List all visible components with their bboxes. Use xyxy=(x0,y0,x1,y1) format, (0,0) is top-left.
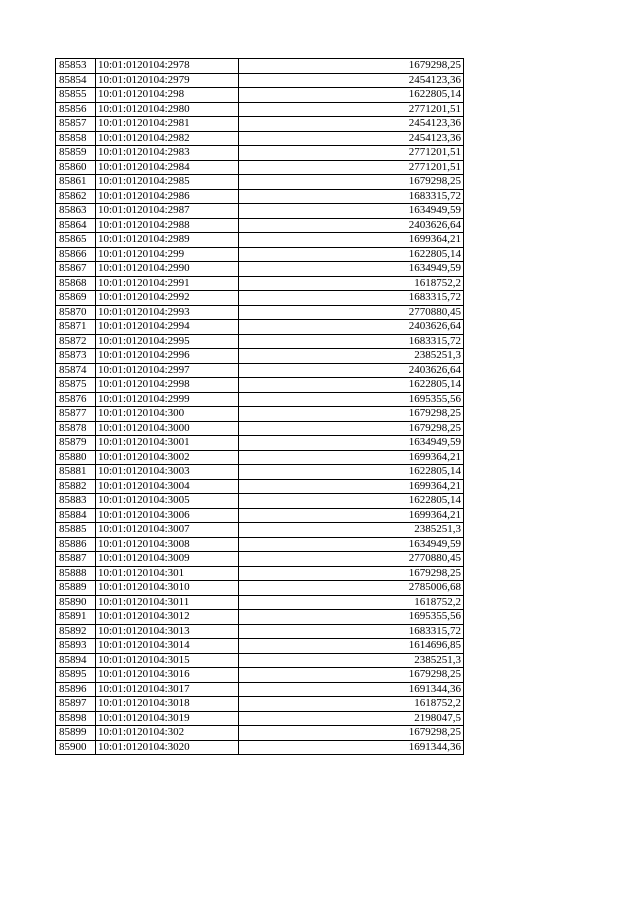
table-row xyxy=(56,363,464,378)
cadastral-number-cell: 10:01:0120104:3015 xyxy=(96,653,239,668)
row-number-cell: 85871 xyxy=(56,320,96,335)
cadastral-number-cell: 10:01:0120104:2997 xyxy=(96,363,239,378)
table-row xyxy=(56,218,464,233)
value-cell: 2785006,68 xyxy=(239,581,464,596)
cadastral-number-cell: 10:01:0120104:2996 xyxy=(96,349,239,364)
row-number-cell: 85899 xyxy=(56,726,96,741)
cadastral-number-cell: 10:01:0120104:301 xyxy=(96,566,239,581)
table-row xyxy=(56,189,464,204)
table-row xyxy=(56,508,464,523)
table-row xyxy=(56,639,464,654)
row-number-cell: 85890 xyxy=(56,595,96,610)
cadastral-number-cell: 10:01:0120104:3010 xyxy=(96,581,239,596)
cadastral-number-cell: 10:01:0120104:3012 xyxy=(96,610,239,625)
row-number-cell: 85880 xyxy=(56,450,96,465)
value-cell: 1683315,72 xyxy=(239,624,464,639)
table-row xyxy=(56,175,464,190)
value-cell: 1634949,59 xyxy=(239,436,464,451)
cadastral-number-cell: 10:01:0120104:2984 xyxy=(96,160,239,175)
table-row xyxy=(56,682,464,697)
value-cell: 2403626,64 xyxy=(239,363,464,378)
table-row xyxy=(56,465,464,480)
row-number-cell: 85898 xyxy=(56,711,96,726)
row-number-cell: 85885 xyxy=(56,523,96,538)
table-row xyxy=(56,102,464,117)
table-row xyxy=(56,479,464,494)
value-cell: 1618752,2 xyxy=(239,595,464,610)
table-row xyxy=(56,697,464,712)
value-cell: 2454123,36 xyxy=(239,117,464,132)
row-number-cell: 85854 xyxy=(56,73,96,88)
row-number-cell: 85895 xyxy=(56,668,96,683)
value-cell: 1699364,21 xyxy=(239,508,464,523)
value-cell: 2771201,51 xyxy=(239,160,464,175)
cadastral-number-cell: 10:01:0120104:2989 xyxy=(96,233,239,248)
row-number-cell: 85865 xyxy=(56,233,96,248)
table-row xyxy=(56,450,464,465)
row-number-cell: 85892 xyxy=(56,624,96,639)
cadastral-number-cell: 10:01:0120104:3014 xyxy=(96,639,239,654)
table-row xyxy=(56,726,464,741)
row-number-cell: 85881 xyxy=(56,465,96,480)
table-row xyxy=(56,146,464,161)
table-body xyxy=(56,59,464,755)
table-row xyxy=(56,610,464,625)
table-row xyxy=(56,653,464,668)
cadastral-number-cell: 10:01:0120104:2999 xyxy=(96,392,239,407)
table-row xyxy=(56,494,464,509)
cadastral-number-cell: 10:01:0120104:3004 xyxy=(96,479,239,494)
value-cell: 2198047,5 xyxy=(239,711,464,726)
row-number-cell: 85894 xyxy=(56,653,96,668)
table-row xyxy=(56,291,464,306)
cadastral-number-cell: 10:01:0120104:298 xyxy=(96,88,239,103)
cadastral-number-cell: 10:01:0120104:3005 xyxy=(96,494,239,509)
value-cell: 2454123,36 xyxy=(239,131,464,146)
value-cell: 1679298,25 xyxy=(239,668,464,683)
row-number-cell: 85872 xyxy=(56,334,96,349)
table-row xyxy=(56,305,464,320)
table-row xyxy=(56,276,464,291)
value-cell: 1634949,59 xyxy=(239,537,464,552)
row-number-cell: 85870 xyxy=(56,305,96,320)
row-number-cell: 85879 xyxy=(56,436,96,451)
cadastral-number-cell: 10:01:0120104:3003 xyxy=(96,465,239,480)
value-cell: 2385251,3 xyxy=(239,653,464,668)
value-cell: 1622805,14 xyxy=(239,465,464,480)
row-number-cell: 85860 xyxy=(56,160,96,175)
cadastral-number-cell: 10:01:0120104:2998 xyxy=(96,378,239,393)
value-cell: 1618752,2 xyxy=(239,697,464,712)
table-row xyxy=(56,73,464,88)
value-cell: 1679298,25 xyxy=(239,407,464,422)
value-cell: 1618752,2 xyxy=(239,276,464,291)
row-number-cell: 85884 xyxy=(56,508,96,523)
row-number-cell: 85856 xyxy=(56,102,96,117)
row-number-cell: 85861 xyxy=(56,175,96,190)
cadastral-number-cell: 10:01:0120104:3018 xyxy=(96,697,239,712)
value-cell: 1679298,25 xyxy=(239,59,464,74)
row-number-cell: 85876 xyxy=(56,392,96,407)
value-cell: 1634949,59 xyxy=(239,204,464,219)
cadastral-number-cell: 10:01:0120104:299 xyxy=(96,247,239,262)
table-row xyxy=(56,88,464,103)
value-cell: 2454123,36 xyxy=(239,73,464,88)
row-number-cell: 85853 xyxy=(56,59,96,74)
cadastral-number-cell: 10:01:0120104:3001 xyxy=(96,436,239,451)
row-number-cell: 85896 xyxy=(56,682,96,697)
table-row xyxy=(56,392,464,407)
table-row xyxy=(56,334,464,349)
cadastral-number-cell: 10:01:0120104:2988 xyxy=(96,218,239,233)
value-cell: 1622805,14 xyxy=(239,88,464,103)
table-row xyxy=(56,131,464,146)
value-cell: 2385251,3 xyxy=(239,349,464,364)
value-cell: 1679298,25 xyxy=(239,421,464,436)
cadastral-number-cell: 10:01:0120104:3007 xyxy=(96,523,239,538)
cadastral-number-cell: 10:01:0120104:2995 xyxy=(96,334,239,349)
row-number-cell: 85888 xyxy=(56,566,96,581)
row-number-cell: 85889 xyxy=(56,581,96,596)
row-number-cell: 85867 xyxy=(56,262,96,277)
cadastral-number-cell: 10:01:0120104:3000 xyxy=(96,421,239,436)
cadastral-number-cell: 10:01:0120104:3016 xyxy=(96,668,239,683)
value-cell: 1699364,21 xyxy=(239,233,464,248)
row-number-cell: 85866 xyxy=(56,247,96,262)
row-number-cell: 85877 xyxy=(56,407,96,422)
value-cell: 1634949,59 xyxy=(239,262,464,277)
cadastral-number-cell: 10:01:0120104:2982 xyxy=(96,131,239,146)
table-row xyxy=(56,349,464,364)
cadastral-number-cell: 10:01:0120104:3011 xyxy=(96,595,239,610)
value-cell: 1614696,85 xyxy=(239,639,464,654)
table-row xyxy=(56,378,464,393)
table-row xyxy=(56,740,464,755)
cadastral-number-cell: 10:01:0120104:2978 xyxy=(96,59,239,74)
row-number-cell: 85873 xyxy=(56,349,96,364)
table-row xyxy=(56,233,464,248)
cadastral-number-cell: 10:01:0120104:3008 xyxy=(96,537,239,552)
table-row xyxy=(56,59,464,74)
value-cell: 1691344,36 xyxy=(239,740,464,755)
value-cell: 1679298,25 xyxy=(239,726,464,741)
row-number-cell: 85900 xyxy=(56,740,96,755)
row-number-cell: 85868 xyxy=(56,276,96,291)
table-row xyxy=(56,552,464,567)
row-number-cell: 85862 xyxy=(56,189,96,204)
table-row xyxy=(56,421,464,436)
cadastral-number-cell: 10:01:0120104:2979 xyxy=(96,73,239,88)
value-cell: 1683315,72 xyxy=(239,189,464,204)
row-number-cell: 85886 xyxy=(56,537,96,552)
row-number-cell: 85859 xyxy=(56,146,96,161)
cadastral-number-cell: 10:01:0120104:3019 xyxy=(96,711,239,726)
cadastral-number-cell: 10:01:0120104:3017 xyxy=(96,682,239,697)
value-cell: 1679298,25 xyxy=(239,566,464,581)
value-cell: 2385251,3 xyxy=(239,523,464,538)
table-row xyxy=(56,711,464,726)
value-cell: 2771201,51 xyxy=(239,146,464,161)
row-number-cell: 85882 xyxy=(56,479,96,494)
value-cell: 2771201,51 xyxy=(239,102,464,117)
value-cell: 1695355,56 xyxy=(239,610,464,625)
cadastral-number-cell: 10:01:0120104:3013 xyxy=(96,624,239,639)
row-number-cell: 85858 xyxy=(56,131,96,146)
cadastral-number-cell: 10:01:0120104:2993 xyxy=(96,305,239,320)
row-number-cell: 85891 xyxy=(56,610,96,625)
cadastral-number-cell: 10:01:0120104:2980 xyxy=(96,102,239,117)
cadastral-number-cell: 10:01:0120104:300 xyxy=(96,407,239,422)
row-number-cell: 85875 xyxy=(56,378,96,393)
table-row xyxy=(56,247,464,262)
value-cell: 1683315,72 xyxy=(239,291,464,306)
cadastral-number-cell: 10:01:0120104:2994 xyxy=(96,320,239,335)
table-row xyxy=(56,624,464,639)
row-number-cell: 85897 xyxy=(56,697,96,712)
cadastral-number-cell: 10:01:0120104:2990 xyxy=(96,262,239,277)
table-row xyxy=(56,523,464,538)
table-row xyxy=(56,262,464,277)
table-row xyxy=(56,320,464,335)
table-row xyxy=(56,117,464,132)
value-cell: 1699364,21 xyxy=(239,450,464,465)
value-cell: 1695355,56 xyxy=(239,392,464,407)
table-row xyxy=(56,668,464,683)
row-number-cell: 85855 xyxy=(56,88,96,103)
row-number-cell: 85863 xyxy=(56,204,96,219)
value-cell: 1699364,21 xyxy=(239,479,464,494)
cadastral-number-cell: 10:01:0120104:2992 xyxy=(96,291,239,306)
value-cell: 1622805,14 xyxy=(239,378,464,393)
row-number-cell: 85874 xyxy=(56,363,96,378)
table-row xyxy=(56,566,464,581)
value-cell: 1691344,36 xyxy=(239,682,464,697)
value-cell: 1679298,25 xyxy=(239,175,464,190)
table-row xyxy=(56,595,464,610)
table-row xyxy=(56,537,464,552)
cadastral-number-cell: 10:01:0120104:2983 xyxy=(96,146,239,161)
value-cell: 2770880,45 xyxy=(239,305,464,320)
value-cell: 1622805,14 xyxy=(239,247,464,262)
value-cell: 2770880,45 xyxy=(239,552,464,567)
row-number-cell: 85887 xyxy=(56,552,96,567)
table-row xyxy=(56,204,464,219)
value-cell: 2403626,64 xyxy=(239,320,464,335)
row-number-cell: 85857 xyxy=(56,117,96,132)
table-row xyxy=(56,581,464,596)
value-cell: 1683315,72 xyxy=(239,334,464,349)
row-number-cell: 85869 xyxy=(56,291,96,306)
row-number-cell: 85864 xyxy=(56,218,96,233)
cadastral-number-cell: 10:01:0120104:2991 xyxy=(96,276,239,291)
table-row xyxy=(56,436,464,451)
cadastral-number-cell: 10:01:0120104:3020 xyxy=(96,740,239,755)
cadastral-number-cell: 10:01:0120104:302 xyxy=(96,726,239,741)
row-number-cell: 85893 xyxy=(56,639,96,654)
cadastral-number-cell: 10:01:0120104:3002 xyxy=(96,450,239,465)
table-row xyxy=(56,160,464,175)
cadastral-number-cell: 10:01:0120104:2986 xyxy=(96,189,239,204)
data-table xyxy=(55,58,464,755)
table-row xyxy=(56,407,464,422)
row-number-cell: 85878 xyxy=(56,421,96,436)
value-cell: 2403626,64 xyxy=(239,218,464,233)
cadastral-number-cell: 10:01:0120104:3006 xyxy=(96,508,239,523)
cadastral-number-cell: 10:01:0120104:2981 xyxy=(96,117,239,132)
cadastral-number-cell: 10:01:0120104:2987 xyxy=(96,204,239,219)
cadastral-number-cell: 10:01:0120104:2985 xyxy=(96,175,239,190)
value-cell: 1622805,14 xyxy=(239,494,464,509)
row-number-cell: 85883 xyxy=(56,494,96,509)
cadastral-number-cell: 10:01:0120104:3009 xyxy=(96,552,239,567)
